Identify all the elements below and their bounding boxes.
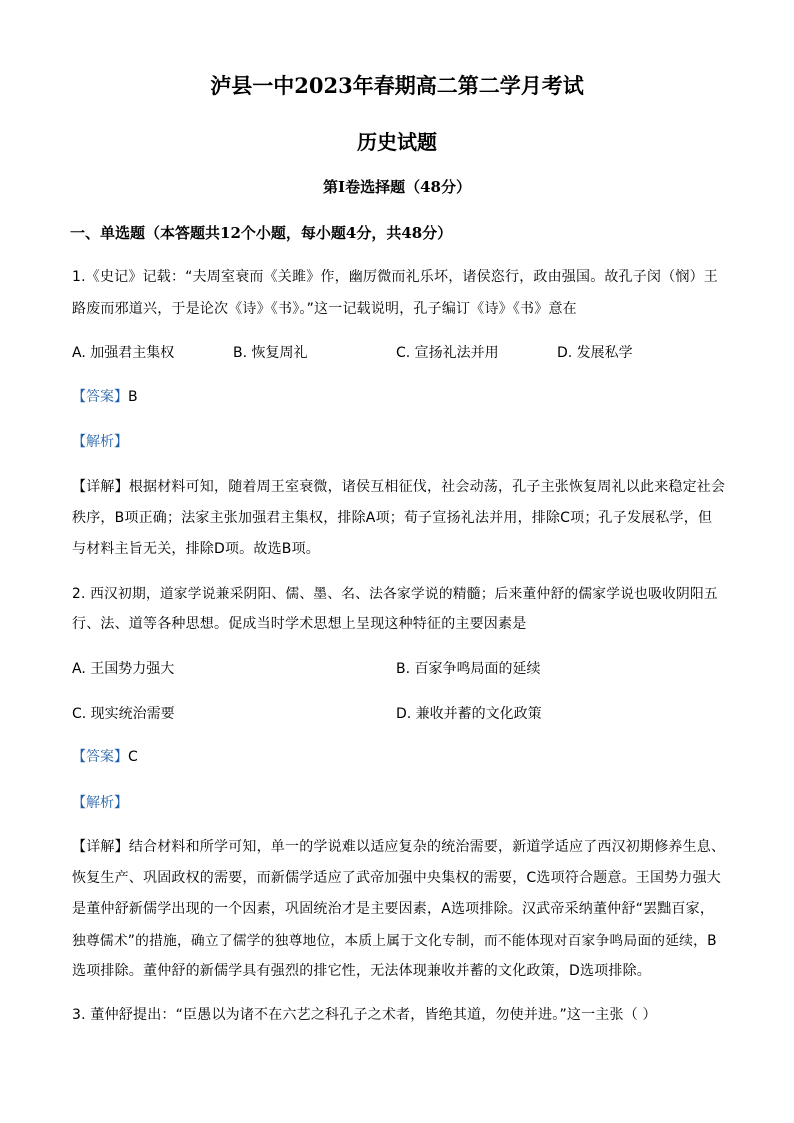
- q2-detail-tag: 【详解】: [72, 839, 129, 855]
- q2-detail-line5: 选项排除。董仲舒的新儒学具有强烈的排它性，无法体现兼收并蓄的文化政策，D选项排除。: [72, 963, 651, 979]
- q1-answer: [72, 386, 138, 406]
- q2-option-d: D. 兼收并蓄的文化政策: [396, 706, 542, 722]
- q2-option-a: A. 王国势力强大: [72, 661, 175, 677]
- q2-detail-line1: [72, 836, 727, 856]
- q2-detail-line3: 是董仲舒新儒学出现的一个因素，巩固统治才是主要因素，A选项排除。汉武帝采纳董仲舒“罢黜百家，: [72, 901, 715, 917]
- q2-detail-text1: 结合材料和所学可知，单一的学说难以适应复杂的统治需要，新道学适应了西汉初期修养生息、: [128, 839, 726, 855]
- q1-detail-text1: 根据材料可知，随着周王室衰微，诸侯互相征伐，社会动荡，孔子主张恢复周礼以此来稳定社会: [128, 479, 726, 495]
- q1-detail-line2: 秩序，B项正确；法家主张加强君主集权，排除A项；荀子宣扬礼法并用，排除C项；孔子发展私学，但: [72, 510, 713, 526]
- section-heading: 一、单选题（本答题共12个小题，每小题4分，共48分）: [70, 224, 453, 242]
- q2-answer-tag: 【答案】: [72, 749, 128, 765]
- part-title: 第I卷选择题（48分）: [323, 178, 471, 196]
- q2-stem-line2: 行、法、道等各种思想。促成当时学术思想上呈现这种特征的主要因素是: [72, 616, 527, 632]
- exam-title: 泸县一中2023年春期高二第二学月考试: [210, 73, 584, 98]
- q2-answer-value: C: [128, 749, 138, 765]
- q1-analysis-tag: 【解析】: [72, 434, 128, 450]
- q1-option-d: D. 发展私学: [557, 345, 633, 361]
- q1-detail-line1: [72, 476, 727, 496]
- q1-detail-tag: 【详解】: [72, 479, 129, 495]
- q2-answer: [72, 746, 138, 766]
- q1-detail-line3: 与材料主旨无关，排除D项。故选B项。: [72, 541, 320, 557]
- q2-detail-line4: 独尊儒术”的措施，确立了儒学的独尊地位，本质上属于文化专制，而不能体现对百家争鸣局面的延续，B: [72, 933, 717, 949]
- q2-stem-line1: 2. 西汉初期，道家学说兼采阴阳、儒、墨、名、法各家学说的精髓；后来董仲舒的儒家学说也吸收阴阳五: [72, 586, 718, 602]
- q1-answer-tag: 【答案】: [72, 389, 128, 405]
- q2-detail-line2: 恢复生产、巩固政权的需要，而新儒学适应了武帝加强中央集权的需要，C选项符合题意。王国势力强大: [72, 870, 721, 886]
- q1-stem-line1: 1.《史记》记载：“夫周室衰而《关雎》作，幽厉微而礼乐坏，诸侯恣行，政由强国。故孔子闵（悯）王: [72, 269, 719, 285]
- q2-option-c: C. 现实统治需要: [72, 706, 175, 722]
- q3-stem-line1: 3. 董仲舒提出：“臣愚以为诸不在六艺之科孔子之术者，皆绝其道，勿使并进。”这一主张（ ）: [72, 1007, 657, 1023]
- q2-option-b: B. 百家争鸣局面的延续: [396, 661, 541, 677]
- q1-option-c: C. 宣扬礼法并用: [396, 345, 499, 361]
- q1-stem-line2: 路废而邪道兴，于是论次《诗》《书》。”这一记载说明，孔子编订《诗》《书》意在: [72, 301, 577, 317]
- q1-answer-value: B: [128, 389, 138, 405]
- q1-option-a: A. 加强君主集权: [72, 345, 175, 361]
- subject-title: 历史试题: [357, 130, 437, 154]
- q1-option-b: B. 恢复周礼: [233, 345, 308, 361]
- q2-analysis-tag: 【解析】: [72, 795, 128, 811]
